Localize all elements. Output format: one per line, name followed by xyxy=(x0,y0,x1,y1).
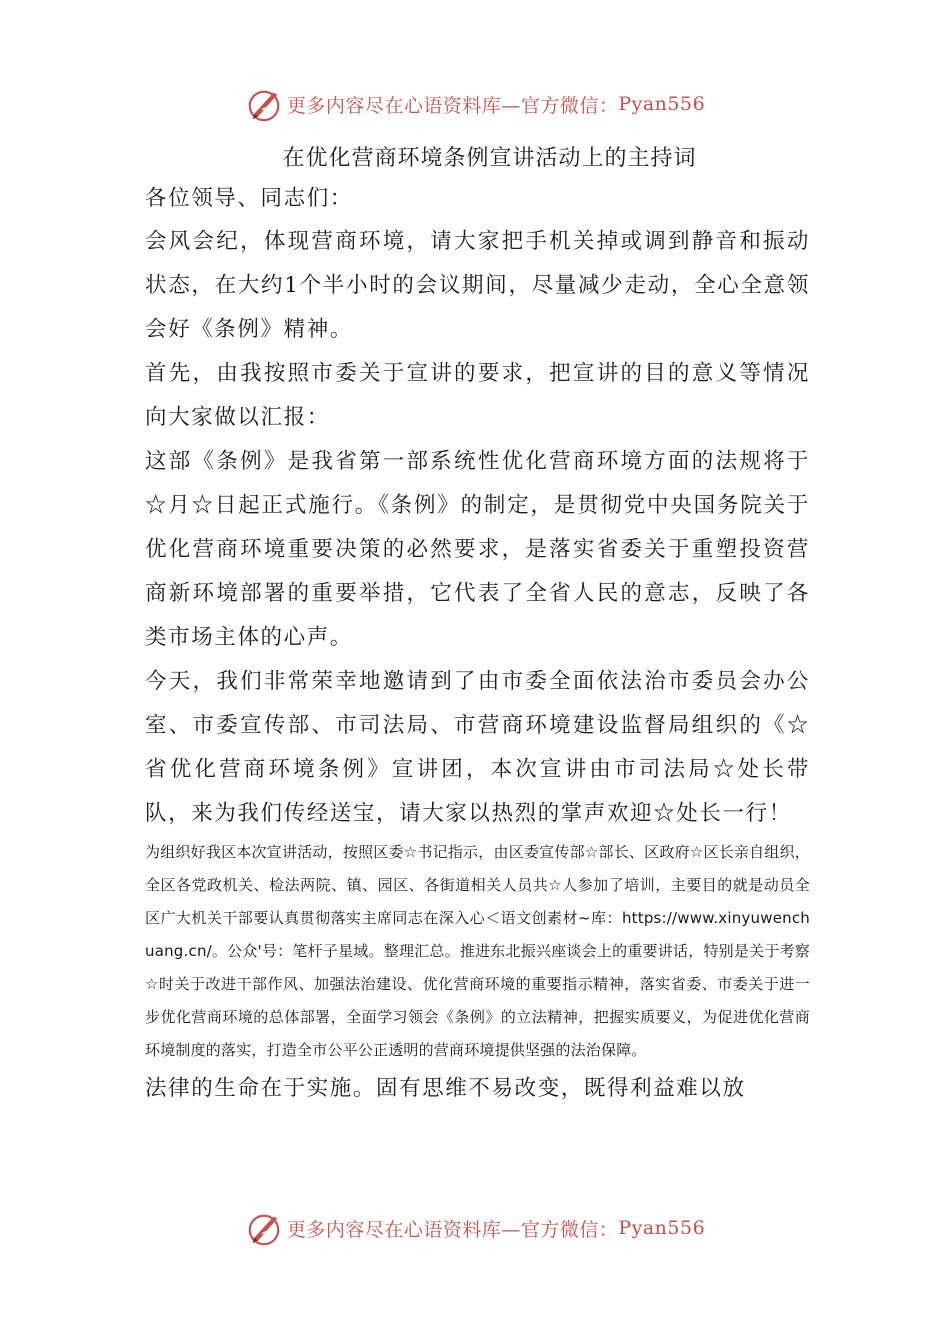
paragraph-last: 法律的生命在于实施。固有思维不易改变，既得利益难以放 xyxy=(145,1076,746,1101)
wechat-id: Pyan556 xyxy=(618,93,706,115)
greeting: 各位领导、同志们： xyxy=(145,186,353,211)
banner-text: 更多内容尽在心语资料库—官方微信： xyxy=(286,1218,619,1241)
wechat-id: Pyan556 xyxy=(618,1217,706,1239)
paragraph-1: 会风会纪，体现营商环境，请大家把手机关掉或调到静音和振动状态，在大约1个半小时的会议期间，尽量减少走动，全心全意领会好《条例》精神。 xyxy=(145,229,810,342)
document-body xyxy=(145,140,810,1111)
footer-banner xyxy=(0,1206,950,1250)
pen-logo-icon xyxy=(245,1209,283,1247)
paragraph-3: 这部《条例》是我省第一部系统性优化营商环境方面的法规将于☆月☆日起正式施行。《条例》的制定，是贯彻党中央国务院关于优化营商环境重要决策的必然要求，是落实省委关于重塑投资营商新环境部署的重要举措，它代表了全省人民的意志，反映了各类市场主体的心声。 xyxy=(145,449,810,650)
page-title: 在优化营商环境条例宣讲活动上的主持词 xyxy=(282,146,697,171)
banner-text: 更多内容尽在心语资料库—官方微信： xyxy=(286,94,619,117)
small-paragraph: 为组织好我区本次宣讲活动，按照区委☆书记指示，由区委宣传部☆部长、区政府☆区长亲自组织，全区各党政机关、检法两院、镇、园区、各街道相关人员共☆人参加了培训，主要目的就是动员全区广大机关干部要认真贯彻落实主席同志在深入心＜语文创素材~库：https://www.xinyuwenchuang.cn/。公众'号：笔杆子星域。整理汇总。推进东北振兴座谈会上的重要讲话，特别是关于考察☆时关于改进干部作风、加强法治建设、优化营商环境的重要指示精神，落实省委、市委关于进一步优化营商环境的总体部署，全面学习领会《条例》的立法精神，把握实质要义，为促进优化营商环境制度的落实，打造全市公平公正透明的营商环境提供坚强的法治保障。 xyxy=(145,843,810,1059)
header-banner xyxy=(0,82,950,126)
paragraph-2: 首先，由我按照市委关于宣讲的要求，把宣讲的目的意义等情况向大家做以汇报： xyxy=(145,361,810,430)
pen-logo-icon xyxy=(245,85,283,123)
paragraph-4: 今天，我们非常荣幸地邀请到了由市委全面依法治市委员会办公室、市委宣传部、市司法局、市营商环境建设监督局组织的《☆省优化营商环境条例》宣讲团，本次宣讲由市司法局☆处长带队，来为我们传经送宝，请大家以热烈的掌声欢迎☆处长一行！ xyxy=(145,669,810,826)
